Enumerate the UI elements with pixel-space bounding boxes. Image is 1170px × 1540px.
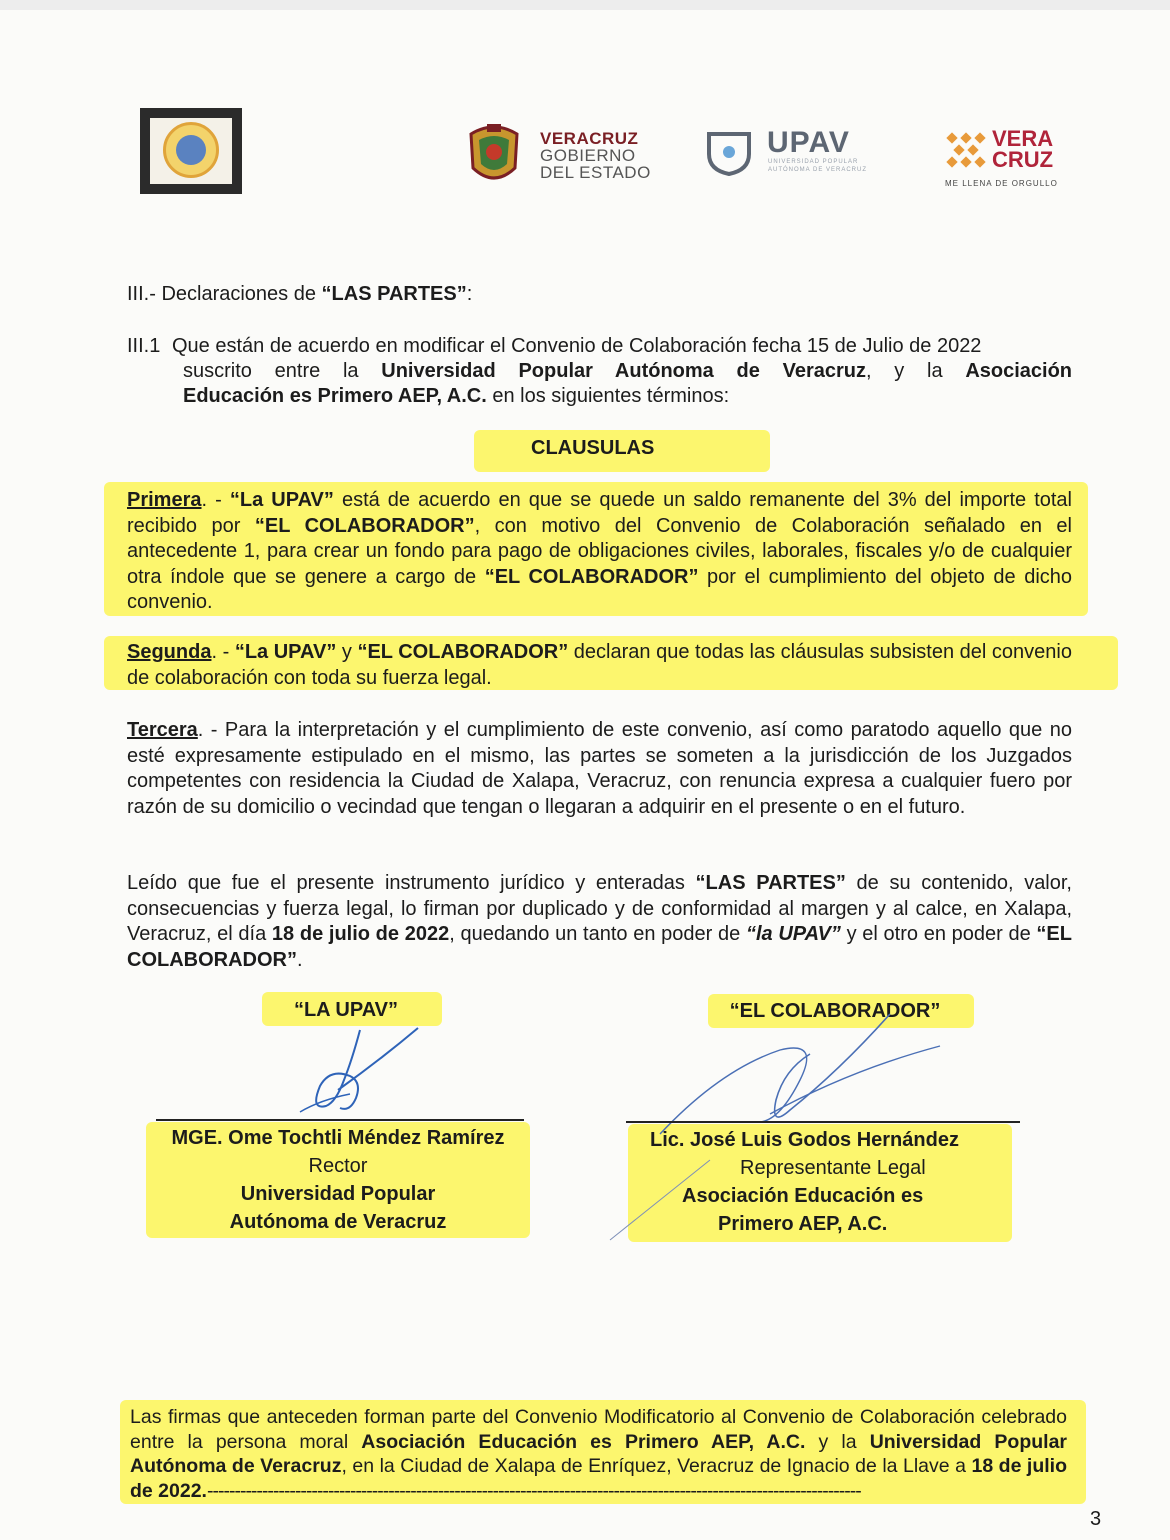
sig-left-line bbox=[156, 1119, 524, 1121]
section-title: III.- Declaraciones de “LAS PARTES”: bbox=[127, 283, 473, 305]
clause-segunda: Segunda. - “La UPAV” y “EL COLABORADOR” declaran que todas las cláusulas subsisten del convenio de colaboración con toda su fuerza legal. bbox=[127, 641, 1072, 689]
sig-right-line bbox=[626, 1121, 1020, 1123]
veracruz-brand-pattern-icon bbox=[946, 132, 988, 170]
decl-line1: Que están de acuerdo en modificar el Convenio de Colaboración fecha 15 de Julio de 2022 bbox=[172, 335, 982, 357]
upav-sub1: UNIVERSIDAD POPULAR bbox=[768, 159, 859, 165]
veracruz-line2: GOBIERNO bbox=[540, 146, 636, 165]
primera-label: Primera bbox=[127, 489, 202, 511]
upav-sub2: AUTÓNOMA DE VERACRUZ bbox=[768, 167, 868, 173]
aep-logo bbox=[140, 108, 242, 194]
upav-shield-icon bbox=[706, 130, 752, 176]
sig-right-block: Lic. José Luis Godos Hernández Representante Legal Asociación Educación es Primero AEP, A.C. bbox=[650, 1129, 959, 1235]
clause-tercera: Tercera. - Para la interpretación y el cumplimiento de este convenio, así como paratodo aquello que no esté expresamente estipulado en el mismo, las partes se someten a la jurisdicción de los Juzgados competentes con residencia la Ciudad de Xalapa, Veracruz, con renuncia expresa a cualquier fuero por razón de su domicilio o vecindad que tengan o llegaran a adquirir en el presente o en el futuro. bbox=[127, 719, 1072, 818]
veracruz-brand-logo bbox=[992, 128, 1053, 170]
sig-left-party: “LA UPAV” bbox=[293, 999, 399, 1021]
veracruz-line1: VERACRUZ bbox=[540, 129, 639, 148]
veracruz-line3: DEL ESTADO bbox=[540, 163, 651, 182]
veracruz-brand-tagline: ME LLENA DE ORGULLO bbox=[945, 179, 1058, 188]
tercera-label: Tercera bbox=[127, 719, 198, 741]
veracruz-government-logo bbox=[540, 130, 651, 181]
closing-paragraph: Leído que fue el presente instrumento jurídico y enteradas “LAS PARTES” de su contenido, valor, consecuencias y fuerza legal, lo firman por duplicado y de conformidad al margen y al calce, en Xalapa, Veracruz, el día 18 de julio de 2022, quedando un tanto en poder de “la UPAV” y el otro en poder de “EL COLABORADOR”. bbox=[127, 872, 1072, 971]
upav-logo-text: UPAV bbox=[767, 126, 850, 159]
page-number: 3 bbox=[1090, 1508, 1102, 1530]
decl-line2: suscrito entre la Universidad Popular Autónoma de Veracruz, y la Asociación bbox=[183, 360, 1073, 382]
sig-left-block: MGE. Ome Tochtli Méndez Ramírez Rector Universidad Popular Autónoma de Veracruz bbox=[171, 1127, 505, 1233]
segunda-label: Segunda bbox=[127, 641, 212, 663]
scan-edge-shade bbox=[0, 0, 1170, 10]
vc-line2: CRUZ bbox=[992, 147, 1054, 172]
footer-note: Las firmas que anteceden forman parte del Convenio Modificatorio al Convenio de Colaboración celebrado entre la persona moral Asociación Educación es Primero AEP, A.C. y la Universidad Popular Autónoma de Veracruz, en la Ciudad de Xalapa de Enríquez, Veracruz de Ignacio de la Llave a 18 de julio de 2022.----------------------------------------------------------------------------------------------------------------------- bbox=[130, 1406, 1067, 1502]
upav-logo-subtitle bbox=[768, 158, 867, 174]
sig-right-party: “EL COLABORADOR” bbox=[729, 1000, 941, 1022]
veracruz-coat-of-arms-icon bbox=[465, 120, 523, 188]
decl-number: III.1 bbox=[127, 335, 161, 357]
decl-line3: Educación es Primero AEP, A.C. en los siguientes términos: bbox=[183, 385, 730, 407]
vc-line1: VERA bbox=[992, 126, 1054, 151]
clausulas-title: CLAUSULAS bbox=[531, 437, 655, 459]
signature-left-icon bbox=[290, 1020, 430, 1120]
clause-primera: Primera. - “La UPAV” está de acuerdo en que se quede un saldo remanente del 3% del importe total recibido por “EL COLABORADOR”, con motivo del Convenio de Colaboración señalado en el antecedente 1, para crear un fondo para pago de obligaciones civiles, laborales, fiscales y/o de cualquier otra índole que se genere a cargo de “EL COLABORADOR” por el cumplimiento del objeto de dicho convenio. bbox=[127, 489, 1073, 613]
